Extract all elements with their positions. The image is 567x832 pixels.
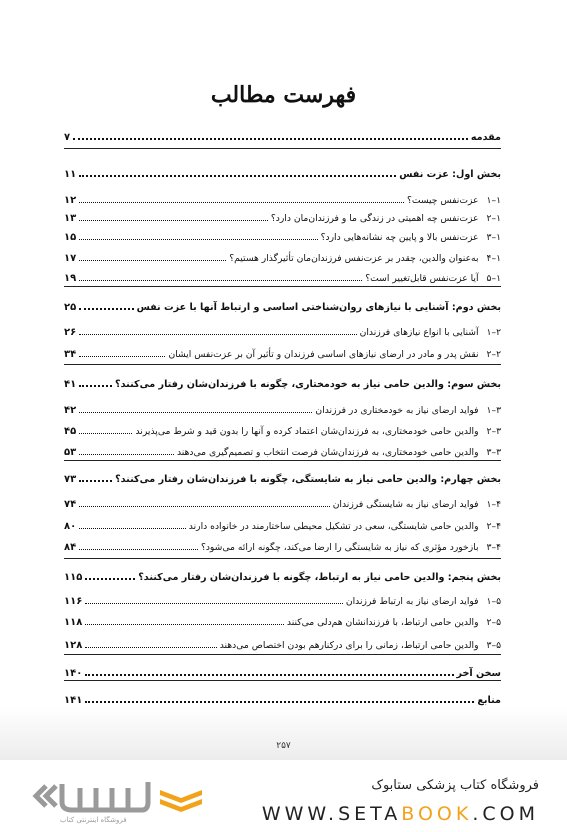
dot-leader: [79, 298, 133, 310]
toc-item-number: ۵–۲: [486, 617, 501, 628]
toc-item-entry[interactable]: [64, 614, 501, 630]
toc-entry-title: مقدمه: [470, 132, 501, 143]
toc-item-entry[interactable]: [64, 423, 501, 439]
toc-item-entry[interactable]: [64, 518, 501, 534]
toc-item-entry[interactable]: [64, 637, 501, 653]
toc-item-number: ۴–۲: [486, 521, 501, 532]
dot-leader: [79, 423, 132, 434]
toc-section-entry[interactable]: [64, 470, 501, 486]
toc-item-number: ۲–۲: [486, 349, 501, 360]
dot-leader: [79, 539, 198, 550]
section-divider: [64, 148, 501, 149]
url-highlight: BOOK: [401, 803, 473, 825]
toc-item-entry[interactable]: [64, 444, 501, 460]
section-divider: [64, 286, 501, 287]
toc-page-number: ۱۷: [64, 253, 77, 264]
toc-item-entry[interactable]: [64, 270, 501, 286]
toc-item-number: ۱–۱: [486, 195, 501, 206]
dot-leader: [79, 229, 317, 240]
page-title: فهرست مطالب: [210, 82, 357, 108]
dot-leader: [79, 375, 112, 387]
dot-leader: [85, 664, 453, 676]
toc-item-entry[interactable]: [64, 402, 501, 418]
dot-leader: [85, 614, 284, 625]
dot-leader: [79, 518, 186, 529]
dot-leader: [79, 496, 329, 507]
toc-page-number: ۱۱۵: [64, 572, 83, 583]
toc-section-entry[interactable]: [64, 664, 501, 680]
toc-page-number: ۸۰: [64, 521, 77, 532]
toc-entry-title: آشنایی با انواع نیازهای فرزندان: [359, 327, 479, 338]
toc-page-number: ۱۱۶: [64, 596, 83, 607]
toc-item-number: ۱–۴: [486, 253, 501, 264]
toc-entry-title: عزت‌نفس چیست؟: [406, 195, 479, 206]
toc-page-number: ۱۴۰: [64, 668, 83, 679]
dot-leader: [85, 691, 474, 703]
toc-item-entry[interactable]: [64, 324, 501, 340]
logo-tagline: فروشگاه اینترنتی کتاب: [60, 816, 127, 824]
toc-page-number: ۱۲: [64, 195, 77, 206]
toc-item-number: ۳–۳: [486, 447, 501, 458]
toc-entry-title: بخش دوم: آشنایی با نیازهای روان‌شناختی اساسی و ارتباط آنها با عزت نفس: [136, 302, 501, 313]
toc-entry-title: به‌عنوان والدین، چقدر بر عزت‌نفس فرزندان‌مان تأثیرگذار هستیم؟: [229, 253, 479, 264]
section-divider: [64, 364, 501, 365]
section-divider: [64, 460, 501, 461]
toc-item-number: ۴–۳: [486, 542, 501, 553]
dot-leader: [79, 402, 312, 413]
toc-item-number: ۱–۲: [486, 213, 501, 224]
toc-page-number: ۲۶: [64, 327, 77, 338]
toc-entry-title: فواید ارضای نیاز به خودمختاری در فرزندان: [315, 405, 479, 416]
toc-item-entry[interactable]: [64, 539, 501, 555]
section-divider: [64, 680, 501, 681]
toc-item-number: ۳–۲: [486, 426, 501, 437]
url-prefix: WWW.SETA: [261, 803, 402, 825]
toc-entry-title: بخش سوم: والدین حامی نیاز به خودمختاری، چگونه با فرزندان‌شان رفتار می‌کنند؟: [115, 379, 501, 390]
toc-entry-title: منابع: [477, 695, 501, 706]
toc-page-number: ۷۳: [64, 474, 77, 485]
toc-item-number: ۱–۵: [486, 273, 501, 284]
toc-page-number: ۱۱۸: [64, 617, 83, 628]
dot-leader: [79, 324, 356, 335]
toc-item-entry[interactable]: [64, 496, 501, 512]
toc-section-entry[interactable]: [64, 375, 501, 391]
toc-item-number: ۴–۱: [486, 499, 501, 510]
toc-page-number: ۸۴: [64, 542, 77, 553]
toc-entry-title: فواید ارضای نیاز به ارتباط فرزندان: [345, 596, 479, 607]
shop-name: فروشگاه کتاب پزشکی ستابوک: [371, 778, 539, 793]
toc-entry-title: آیا عزت‌نفس قابل‌تغییر است؟: [365, 273, 479, 284]
url-suffix: .COM: [472, 803, 539, 825]
dot-leader: [79, 470, 112, 482]
toc-page-number: ۷۴: [64, 499, 77, 510]
setabook-logo-wordmark: [32, 776, 152, 816]
page-number: ۲۵۷: [276, 741, 291, 751]
toc-page-number: ۴۱: [64, 379, 77, 390]
toc-item-number: ۵–۳: [486, 640, 501, 651]
toc-page-number: ۷: [64, 132, 71, 143]
toc-item-entry[interactable]: [64, 210, 501, 226]
toc-item-number: ۱–۳: [486, 232, 501, 243]
dot-leader: [79, 165, 396, 177]
toc-entry-title: والدین حامی خودمختاری، به فرزندان‌شان فرصت انتخاب و تصمیم‌گیری می‌دهند: [176, 447, 479, 458]
dot-leader: [85, 637, 216, 648]
toc-page-number: ۱۲۸: [64, 640, 83, 651]
toc-page-number: ۳۴: [64, 349, 77, 360]
shop-url[interactable]: [262, 803, 539, 825]
toc-page-number: ۱۹: [64, 273, 77, 284]
toc-entry-title: بخش چهارم: والدین حامی نیاز به شایستگی، چگونه با فرزندان‌شان رفتار می‌کنند؟: [115, 474, 501, 485]
toc-page-number: ۱۵: [64, 232, 77, 243]
toc-entry-title: بخش اول: عزت نفس: [399, 169, 501, 180]
toc-entry-title: سخن آخر: [456, 668, 501, 679]
toc-item-entry[interactable]: [64, 192, 501, 208]
toc-item-number: ۳–۱: [486, 405, 501, 416]
toc-item-entry[interactable]: [64, 346, 501, 362]
dot-leader: [79, 346, 165, 357]
toc-entry-title: والدین حامی ارتباط، با فرزندانشان هم‌دلی می‌کنند: [286, 617, 479, 628]
toc-page-number: ۱۴۱: [64, 695, 83, 706]
toc-item-number: ۲–۱: [486, 327, 501, 338]
section-divider: [64, 558, 501, 559]
toc-item-entry[interactable]: [64, 593, 501, 609]
dot-leader: [79, 270, 362, 281]
toc-page-number: ۱۳: [64, 213, 77, 224]
dot-leader: [79, 444, 174, 455]
toc-entry-title: بخش پنجم: والدین حامی نیاز به ارتباط، چگونه با فرزندان‌شان رفتار می‌کنند؟: [138, 572, 501, 583]
toc-entry-title: عزت‌نفس بالا و پایین چه نشانه‌هایی دارد؟: [320, 232, 479, 243]
section-divider: [64, 654, 501, 655]
toc-page-number: ۵۳: [64, 447, 77, 458]
dot-leader: [73, 128, 468, 140]
toc-item-entry[interactable]: [64, 229, 501, 245]
toc-page-number: ۱۱: [64, 169, 77, 180]
toc-entry-title: والدین حامی شایستگی، سعی در تشکیل محیطی ساختارمند در خانواده دارند: [188, 521, 479, 532]
toc-page-number: ۲۵: [64, 302, 77, 313]
toc-entry-title: بازخورد مؤثری که نیاز به شایستگی را ارضا می‌کند، چگونه ارائه می‌شود؟: [200, 542, 479, 553]
dot-leader: [79, 210, 268, 221]
toc-section-entry[interactable]: [64, 165, 501, 181]
toc-entry-title: نقش پدر و مادر در ارضای نیازهای اساسی فرزندان و تأثیر آن بر عزت‌نفس ایشان: [168, 349, 479, 360]
toc-entry-title: والدین حامی ارتباط، زمانی را برای درکنارهم بودن اختصاص می‌دهند: [219, 640, 479, 651]
toc-item-entry[interactable]: [64, 250, 501, 266]
toc-section-entry[interactable]: [64, 298, 501, 314]
toc-item-number: ۵–۱: [486, 596, 501, 607]
toc-section-entry[interactable]: [64, 691, 501, 707]
dot-leader: [85, 568, 135, 580]
toc-page-number: ۴۵: [64, 426, 77, 437]
dot-leader: [85, 593, 343, 604]
toc-section-entry[interactable]: [64, 568, 501, 584]
toc-entry-title: عزت‌نفس چه اهمیتی در زندگی ما و فرزندان‌مان دارد؟: [270, 213, 479, 224]
dot-leader: [79, 250, 226, 261]
setabook-book-icon: [158, 786, 204, 812]
dot-leader: [79, 192, 404, 203]
toc-section-entry[interactable]: [64, 128, 501, 144]
toc-entry-title: والدین حامی خودمختاری، به فرزندان‌شان اعتماد کرده و آنها را بدون قید و شرط می‌پذیرند: [135, 426, 479, 437]
toc-entry-title: فواید ارضای نیاز به شایستگی فرزندان: [332, 499, 479, 510]
toc-page-number: ۴۲: [64, 405, 77, 416]
